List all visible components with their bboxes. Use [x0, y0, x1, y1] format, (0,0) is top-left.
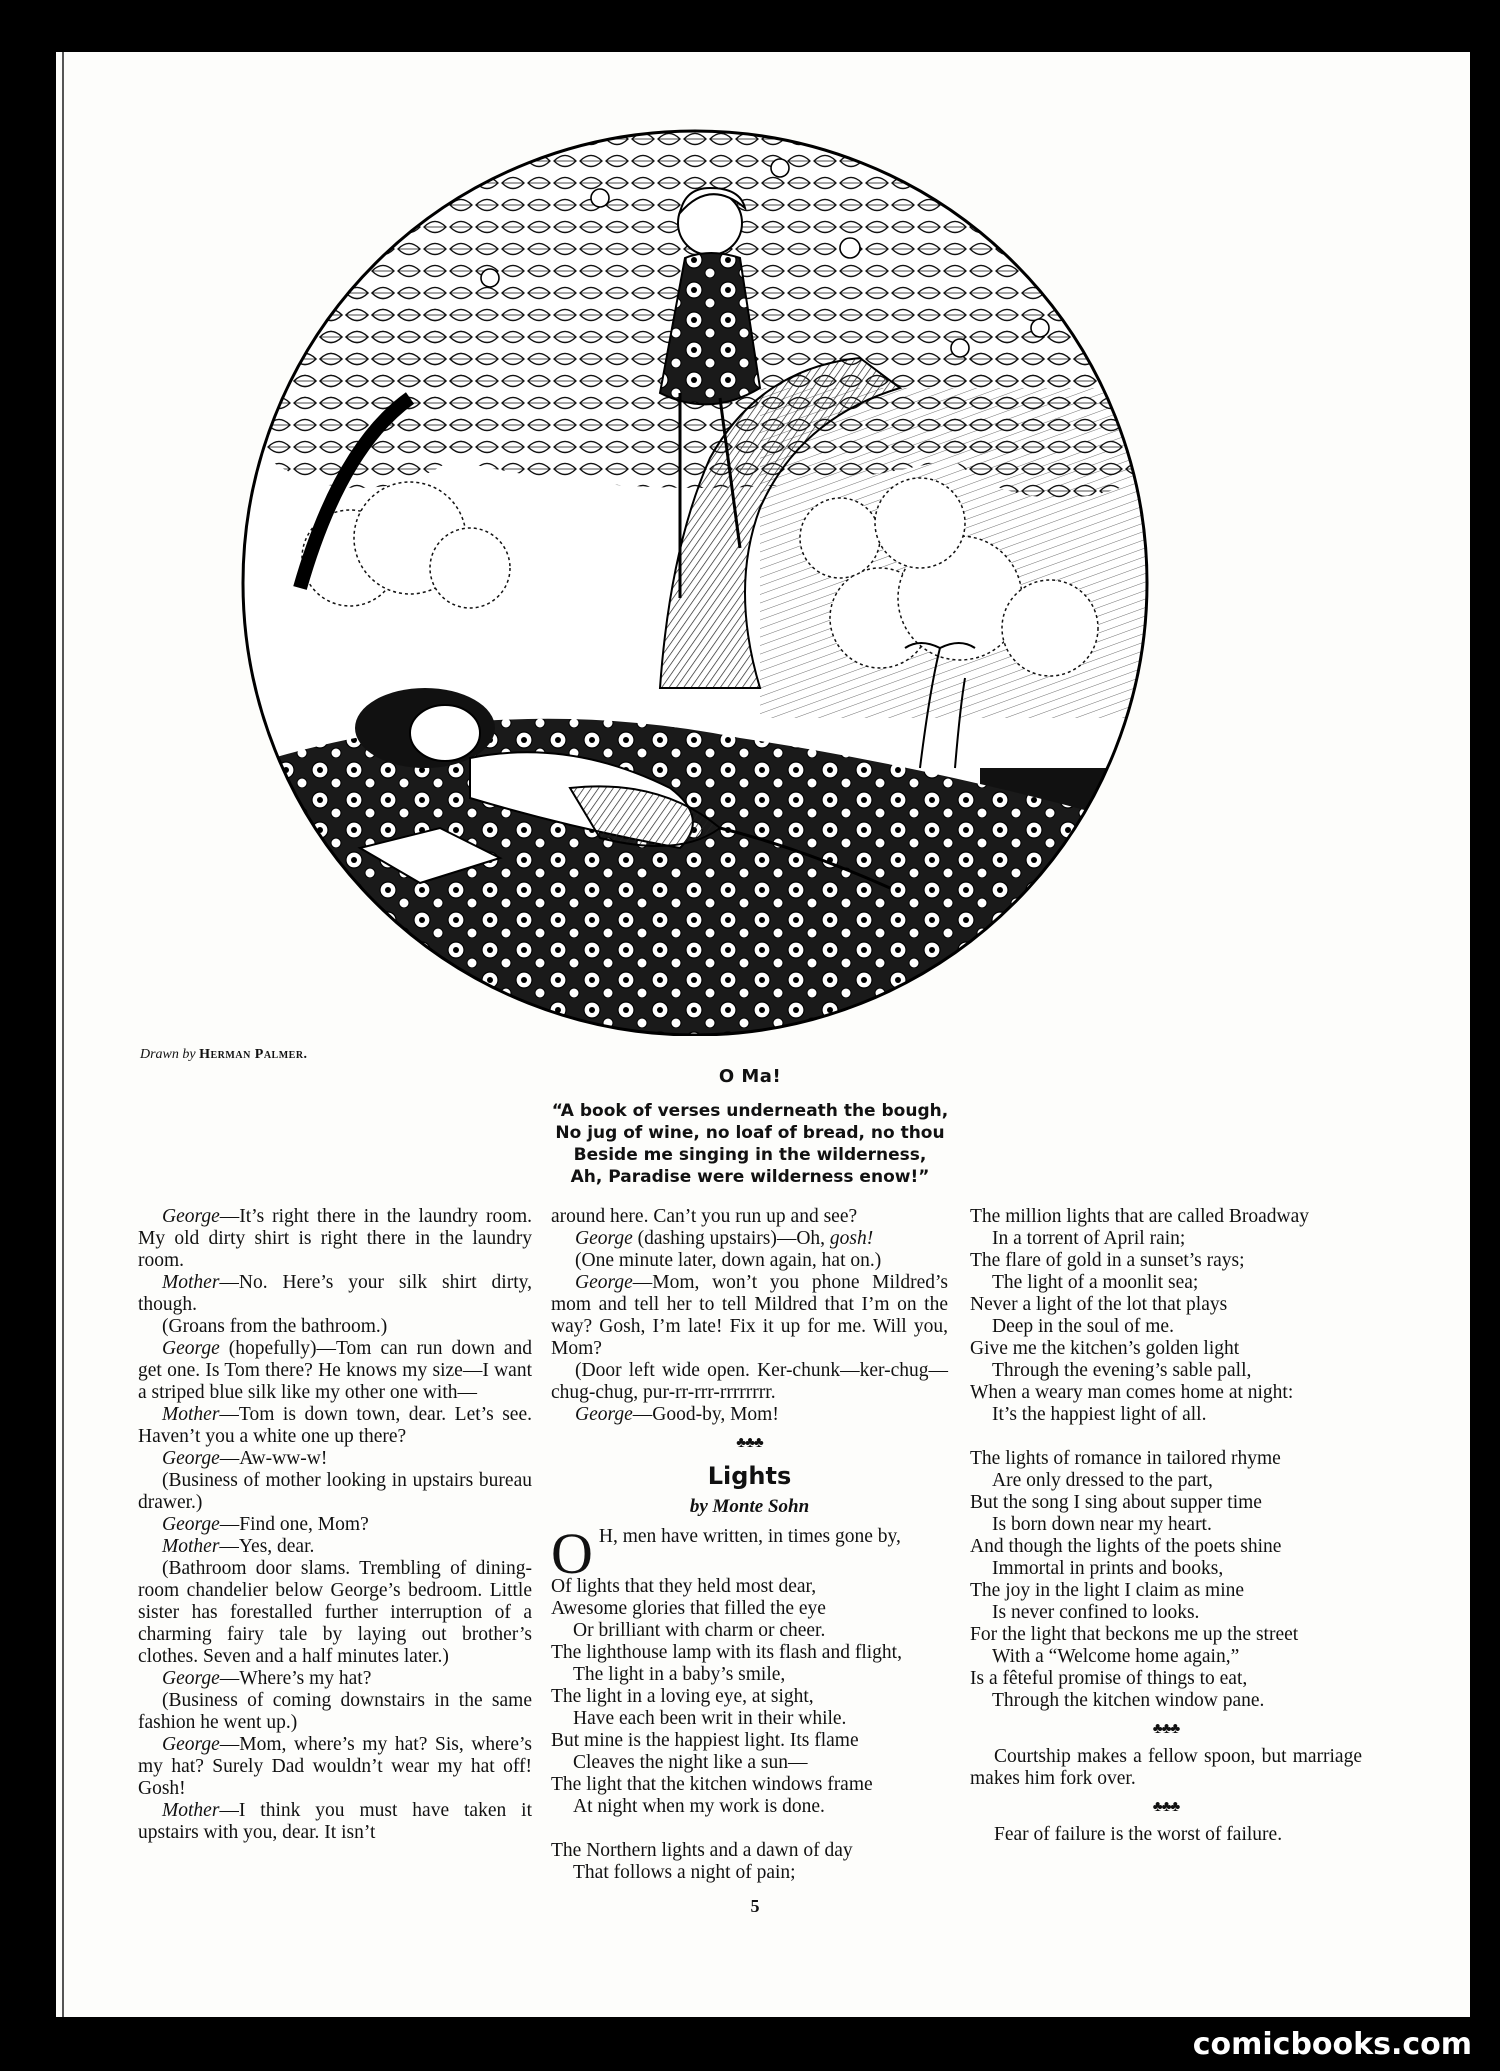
poem-line: Immortal in prints and books, — [992, 1558, 1224, 1579]
dialogue-paragraph: George (dashing upstairs)—Oh, gosh! — [575, 1228, 874, 1249]
poem-line: Through the kitchen window pane. — [992, 1690, 1265, 1711]
poem-stanza-1 — [551, 1576, 948, 1818]
column-2 — [551, 1206, 948, 1884]
poem-line: In a torrent of April rain; — [992, 1228, 1186, 1249]
column-1 — [138, 1206, 532, 1844]
dialogue-paragraph: George—It’s right there in the laundry room. My old dirty shirt is right there in the laundry room. — [138, 1206, 532, 1271]
ornament: ♣♣♣ — [1152, 1721, 1180, 1737]
poem-line: Cleaves the night like a sun— — [573, 1752, 808, 1773]
poem-line: The lights of romance in tailored rhyme — [970, 1448, 1281, 1469]
poem-line: When a weary man comes home at night: — [970, 1382, 1294, 1403]
poem-line: For the light that beckons me up the street — [970, 1624, 1299, 1645]
poem-line: That follows a night of pain; — [573, 1862, 796, 1883]
poem-line: The million lights that are called Broadway — [970, 1206, 1309, 1227]
drop-cap: O — [551, 1521, 593, 1586]
poem-line: The joy in the light I claim as mine — [970, 1580, 1245, 1601]
poem-line: Give me the kitchen’s golden light — [970, 1338, 1240, 1359]
poem-line: Is never confined to looks. — [992, 1602, 1200, 1623]
poem-line: Awesome glories that filled the eye — [551, 1598, 826, 1619]
page-number: 5 — [750, 1896, 760, 1916]
poem-line: But mine is the happiest light. Its flame — [551, 1730, 859, 1751]
dialogue-paragraph: George—Mom, where’s my hat? Sis, where’s my hat? Surely Dad wouldn’t wear my hat off! Gosh! — [138, 1734, 532, 1799]
credit-artist-name: Herman Palmer. — [199, 1047, 308, 1062]
poem-stanza-2 — [551, 1840, 948, 1884]
stage-direction: (Bathroom door slams. Trembling of dining-room chandelier below George’s bedroom. Little sister has forestalled further interruption of a charming fairy tale by laying out brother’s clothes. Seven and a half minutes later.) — [138, 1558, 532, 1667]
poem-stanza-4 — [970, 1448, 1362, 1712]
dialogue-paragraph: Mother—Tom is down town, dear. Let’s see. Haven’t you a white one up there? — [138, 1404, 532, 1447]
poem-line: The light of a moonlit sea; — [992, 1272, 1199, 1293]
poem-title: Lights — [707, 1462, 792, 1490]
poem-line: Or brilliant with charm or cheer. — [573, 1620, 826, 1641]
epigraph-line: Beside me singing in the wilderness, — [573, 1145, 927, 1165]
epigraph-line: “A book of verses underneath the bough, — [551, 1101, 949, 1121]
poem-line: It’s the happiest light of all. — [992, 1404, 1207, 1425]
joke-paragraph: Courtship makes a fellow spoon, but marriage makes him fork over. — [970, 1746, 1362, 1789]
illustration-credit — [140, 1047, 308, 1063]
epigraph-line: Ah, Paradise were wilderness enow!” — [570, 1167, 930, 1187]
ornament: ♣♣♣ — [736, 1435, 763, 1451]
stage-direction: (Business of mother looking in upstairs bureau drawer.) — [138, 1470, 532, 1513]
poem-line: The light in a baby’s smile, — [573, 1664, 786, 1685]
binding-edge — [62, 52, 64, 2017]
dialogue-paragraph: George—Where’s my hat? — [162, 1668, 372, 1689]
poem-line: With a “Welcome home again,” — [992, 1646, 1240, 1667]
poem-line: Never a light of the lot that plays — [970, 1294, 1228, 1315]
dialogue-paragraph: George—Mom, won’t you phone Mildred’s mom and tell her to tell Mildred that I’m on the way? Gosh, I’m late! Fix it up for me. Will you, Mom? — [551, 1272, 948, 1359]
dialogue-paragraph: George—Aw-ww-w! — [162, 1448, 328, 1469]
credit-prefix: Drawn by — [140, 1047, 196, 1062]
epigraph-line: No jug of wine, no loaf of bread, no thou — [555, 1123, 945, 1143]
dialogue-paragraph: Mother—I think you must have taken it upstairs with you, dear. It isn’t — [138, 1800, 532, 1843]
stage-direction: (One minute later, down again, hat on.) — [575, 1250, 882, 1271]
poem-line: The lighthouse lamp with its flash and flight, — [551, 1642, 902, 1663]
poem-first-line: O H, men have written, in times gone by, — [551, 1521, 901, 1586]
dialogue-paragraph: George—Find one, Mom? — [162, 1514, 369, 1535]
poem-line: Deep in the soul of me. — [992, 1316, 1174, 1337]
poem-line: The light that the kitchen windows frame — [551, 1774, 873, 1795]
poem-line: The flare of gold in a sunset’s rays; — [970, 1250, 1245, 1271]
stage-direction: (Groans from the bathroom.) — [162, 1316, 388, 1337]
dialogue-paragraph: around here. Can’t you run up and see? — [551, 1206, 858, 1227]
dialogue-paragraph: Mother—No. Here’s your silk shirt dirty, though. — [138, 1272, 532, 1315]
poem-line: But the song I sing about supper time — [970, 1492, 1262, 1513]
poem-line: Have each been writ in their while. — [573, 1708, 847, 1729]
stage-direction: (Door left wide open. Ker-chunk—ker-chug—chug-chug, pur-rr-rrr-rrrrrrrr. — [551, 1360, 948, 1403]
poem-line: And though the lights of the poets shine — [970, 1536, 1282, 1557]
stage-direction: (Business of coming downstairs in the same fashion he went up.) — [138, 1690, 532, 1733]
epigraph-title: O Ma! — [718, 1066, 782, 1087]
poem-line: The Northern lights and a dawn of day — [551, 1840, 853, 1861]
poem-line: Is a fêteful promise of things to eat, — [970, 1668, 1248, 1689]
ornament: ♣♣♣ — [1152, 1799, 1180, 1815]
joke-paragraph: Fear of failure is the worst of failure. — [994, 1824, 1283, 1845]
poem-line: Are only dressed to the part, — [992, 1470, 1213, 1491]
dialogue-paragraph: George—Good-by, Mom! — [575, 1404, 779, 1425]
epigraph — [430, 1066, 1070, 1188]
dialogue-paragraph: George (hopefully)—Tom can run down and get one. Is Tom there? He knows my size—I want a striped blue silk like my other one with— — [138, 1338, 532, 1403]
column-3 — [970, 1206, 1362, 1846]
poem-line: The light in a loving eye, at sight, — [551, 1686, 814, 1707]
poem-line: At night when my work is done. — [573, 1796, 825, 1817]
illustration — [240, 128, 1150, 1036]
poem-line: Through the evening’s sable pall, — [992, 1360, 1252, 1381]
poem-line: Of lights that they held most dear, — [551, 1576, 817, 1597]
poem-line: Is born down near my heart. — [992, 1514, 1212, 1535]
dialogue-paragraph: Mother—Yes, dear. — [162, 1536, 315, 1557]
poem-stanza-3 — [970, 1206, 1362, 1426]
poem-byline: by Monte Sohn — [689, 1496, 810, 1517]
site-watermark: comicbooks.com — [1192, 2027, 1472, 2062]
